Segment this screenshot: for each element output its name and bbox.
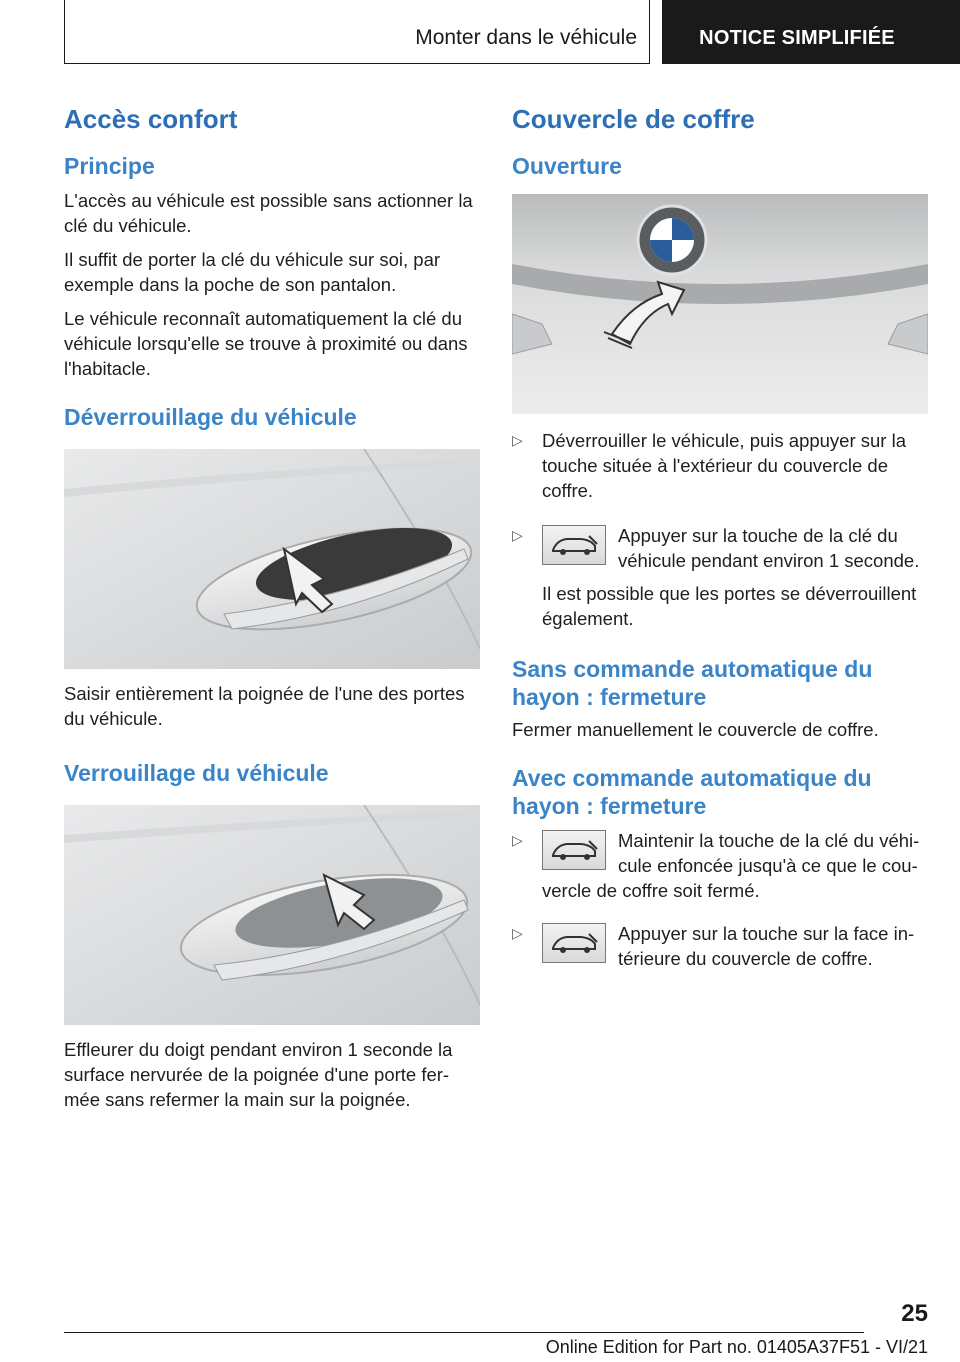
paragraph: L'accès au véhicule est possible sans actionner la clé du véhicule. (64, 190, 473, 236)
section-title-acces-confort: Accès confort (64, 104, 238, 134)
trunk-key-icon (542, 830, 606, 870)
bullet-icon: ▷ (512, 925, 523, 941)
paragraph: Il suffit de porter la clé du véhicule sur soi, par exemple dans la poche de son pantalon. (64, 249, 441, 295)
bullet-icon: ▷ (512, 832, 523, 848)
trunk-key-icon (542, 923, 606, 963)
step-text: Appuyer sur la touche de la clé du véhicule pendant environ 1 seconde. (618, 525, 920, 571)
page-header (64, 0, 960, 64)
caption-verrouillage: Effleurer du doigt pendant environ 1 seconde la surface nervurée de la poignée d'une porte fer‐mée sans refermer la main sur la poignée. (64, 1039, 453, 1110)
step-text: Maintenir la touche de la clé du véhi‐cule enfoncée jusqu'à ce que le cou‐vercle de coffre soit fermé. (542, 830, 920, 901)
list-item (512, 921, 928, 971)
bullet-icon: ▷ (512, 527, 523, 543)
list-item (512, 428, 928, 503)
right-column (512, 100, 928, 971)
header-section-title: Monter dans le véhicule (415, 26, 637, 49)
footer-divider (64, 1332, 864, 1333)
page-number: 25 (901, 1300, 928, 1327)
header-section-box (64, 0, 650, 64)
bullet-icon: ▷ (512, 432, 523, 448)
footer-edition: Online Edition for Part no. 01405A37F51 - VI/21 (545, 1337, 928, 1357)
left-column (64, 100, 480, 1112)
heading-deverrouillage: Déverrouillage du véhicule (64, 404, 357, 430)
step-text: Appuyer sur la touche sur la face in‐térieure du couvercle de coffre. (618, 923, 915, 969)
heading-principe: Principe (64, 153, 155, 179)
heading-ouverture: Ouverture (512, 153, 622, 179)
heading-avec-commande: Avec commande automatique du hayon : fermeture (512, 765, 872, 819)
paragraph: Fermer manuellement le couvercle de coffre. (512, 719, 879, 740)
list-item (512, 828, 928, 903)
paragraph: Le véhicule reconnaît automatiquement la clé du véhicule lorsqu'elle se trouve à proximité ou dans l'habitacle. (64, 308, 468, 379)
header-tab (662, 0, 960, 64)
list-item (512, 523, 928, 573)
note-text: Il est possible que les portes se déverrouillent également. (542, 583, 917, 629)
step-text: Déverrouiller le véhicule, puis appuyer sur la touche située à l'extérieur du couvercle de coffre. (542, 430, 907, 501)
trunk-key-icon (542, 525, 606, 565)
bmw-logo-icon (638, 206, 706, 274)
header-tab-label: NOTICE SIMPLIFIÉE (699, 27, 895, 49)
door-handle-unlock-image (64, 449, 480, 669)
door-handle-lock-image (64, 805, 480, 1025)
heading-sans-commande: Sans commande automatique du hayon : fermeture (512, 656, 873, 710)
section-title-couvercle: Couvercle de coffre (512, 104, 755, 134)
heading-verrouillage: Verrouillage du véhicule (64, 760, 329, 786)
caption-deverrouillage: Saisir entièrement la poignée de l'une des portes du véhicule. (64, 683, 465, 729)
trunk-lid-image (512, 194, 928, 414)
